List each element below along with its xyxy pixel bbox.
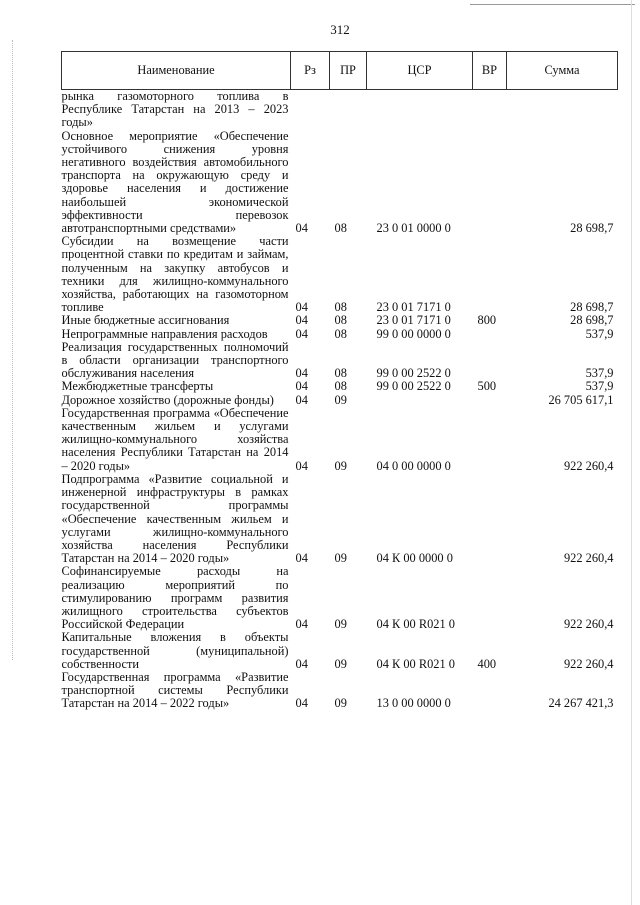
column-header-rz: Рз — [291, 52, 330, 90]
row-vr — [473, 235, 507, 314]
row-name: Софинансируемые расходы на реализацию мероприятий по стимулированию программ развития жилищного строительства субъектов Российской Федерации — [61, 564, 289, 632]
column-header-pr: ПР — [330, 52, 367, 90]
scan-edge-top — [470, 4, 635, 6]
row-pr: 08 — [334, 300, 347, 315]
row-name: Государственная программа «Обеспечение качественным жильем и услугами жилищно-коммунального хозяйства населения Республики Татарстан на 2014 – 2020 годы» — [61, 405, 289, 473]
row-name: Основное мероприятие «Обеспечение устойчивого снижения уровня негативного воздействия автомобильного транспорта на окружающую среду и здоровье населения и достижение наибольшей экономической эффективности перевозок автотранспортными средствами» — [61, 128, 289, 236]
row-name: Реализация государственных полномочий в области организации транспортного обслуживания населения — [61, 339, 289, 381]
row-vr — [473, 473, 507, 565]
row-pr: 08 — [334, 313, 347, 328]
row-sum: 24 267 421,3 — [548, 696, 614, 711]
table-row — [62, 90, 618, 130]
table-row — [62, 130, 618, 236]
row-rz: 04 — [295, 458, 308, 473]
table-row — [62, 671, 618, 711]
row-vr — [473, 328, 507, 341]
row-rz: 04 — [295, 326, 308, 341]
table-row — [62, 235, 618, 314]
row-csr: 99 0 00 2522 0 — [376, 379, 451, 394]
row-name: Иные бюджетные ассигнования — [61, 313, 230, 328]
row-sum: 922 260,4 — [563, 617, 614, 632]
row-rz: 04 — [295, 221, 308, 236]
row-vr — [473, 565, 507, 631]
row-rz: 04 — [295, 379, 308, 394]
row-csr: 23 0 01 7171 0 — [376, 313, 451, 328]
scan-margin-left — [12, 40, 14, 660]
row-pr: 08 — [334, 379, 347, 394]
row-csr: 23 0 01 0000 0 — [376, 221, 451, 236]
column-header-sum: Сумма — [507, 52, 618, 90]
row-csr: 04 К 00 0000 0 — [376, 551, 453, 566]
table-row — [62, 328, 618, 341]
row-name: Межбюджетные трансферты — [61, 379, 214, 394]
table-row — [62, 341, 618, 381]
table-row — [62, 394, 618, 407]
row-name: Государственная программа «Развитие транспортной системы Республики Татарстан на 2014 – 2022 годы» — [61, 669, 289, 711]
row-pr: 08 — [334, 366, 347, 381]
row-rz: 04 — [295, 617, 308, 632]
row-vr — [473, 407, 507, 473]
row-csr — [367, 90, 473, 130]
row-vr: 500 — [477, 379, 497, 394]
scan-edge-right — [631, 0, 632, 905]
row-sum: 28 698,7 — [570, 313, 614, 328]
row-vr: 800 — [477, 313, 497, 328]
row-rz — [291, 90, 330, 130]
row-csr: 23 0 01 7171 0 — [376, 300, 451, 315]
table-row — [62, 565, 618, 631]
row-name: рынка газомоторного топлива в Республике Татарстан на 2013 – 2023 годы» — [61, 89, 289, 130]
row-pr: 09 — [334, 551, 347, 566]
row-vr — [473, 90, 507, 130]
row-sum: 26 705 617,1 — [548, 392, 614, 407]
row-sum: 922 260,4 — [563, 551, 614, 566]
row-pr: 09 — [334, 656, 347, 671]
row-name: Дорожное хозяйство (дорожные фонды) — [61, 392, 274, 407]
row-pr: 08 — [334, 221, 347, 236]
row-csr: 04 К 00 R021 0 — [376, 656, 455, 671]
row-sum: 28 698,7 — [570, 300, 614, 315]
table-row — [62, 631, 618, 671]
row-csr: 99 0 00 0000 0 — [376, 326, 451, 341]
row-rz: 04 — [295, 366, 308, 381]
row-rz: 04 — [295, 313, 308, 328]
row-name: Субсидии на возмещение части процентной ставки по кредитам и займам, полученным на закупку автобусов и техники для жилищно-коммунального хозяйства, работающих на газомоторном топливе — [61, 234, 289, 315]
row-csr: 99 0 00 2522 0 — [376, 366, 451, 381]
row-sum: 537,9 — [585, 379, 614, 394]
row-rz: 04 — [295, 696, 308, 711]
table-row — [62, 314, 618, 327]
row-name: Непрограммные направления расходов — [61, 326, 268, 341]
budget-table — [61, 51, 618, 711]
row-vr — [473, 341, 507, 381]
row-pr — [330, 90, 367, 130]
row-rz: 04 — [295, 300, 308, 315]
column-header-csr: ЦСР — [367, 52, 473, 90]
row-pr: 09 — [334, 458, 347, 473]
column-header-vr: ВР — [473, 52, 507, 90]
column-header-name: Наименование — [62, 52, 291, 90]
row-sum: 922 260,4 — [563, 656, 614, 671]
table-body — [62, 90, 618, 711]
row-vr — [473, 394, 507, 407]
row-sum: 537,9 — [585, 326, 614, 341]
row-csr: 04 0 00 0000 0 — [376, 458, 451, 473]
row-name: Подпрограмма «Развитие социальной и инженерной инфраструктуры в рамках государственной программы «Обеспечение качественным жильем и услугами жилищно-коммунального хозяйства населения Республики Татарстан на 2014 – 2020 годы» — [61, 471, 289, 566]
table-header — [62, 52, 618, 90]
table-row — [62, 407, 618, 473]
row-csr — [367, 394, 473, 407]
row-sum: 28 698,7 — [570, 221, 614, 236]
row-name: Капитальные вложения в объекты государственной (муниципальной) собственности — [61, 630, 289, 671]
page-number: 312 — [330, 22, 350, 37]
row-vr — [473, 671, 507, 711]
row-vr — [473, 130, 507, 236]
header-row — [62, 52, 618, 90]
row-pr: 09 — [334, 392, 347, 407]
row-rz: 04 — [295, 656, 308, 671]
row-pr: 09 — [334, 696, 347, 711]
row-vr: 400 — [477, 656, 497, 671]
table-row — [62, 473, 618, 565]
row-pr: 09 — [334, 617, 347, 632]
row-csr: 04 К 00 R021 0 — [376, 617, 455, 632]
row-sum: 922 260,4 — [563, 458, 614, 473]
table-row — [62, 380, 618, 393]
row-rz: 04 — [295, 551, 308, 566]
row-csr: 13 0 00 0000 0 — [376, 696, 451, 711]
row-sum — [507, 90, 618, 130]
row-rz: 04 — [295, 392, 308, 407]
row-sum: 537,9 — [585, 366, 614, 381]
row-pr: 08 — [334, 326, 347, 341]
